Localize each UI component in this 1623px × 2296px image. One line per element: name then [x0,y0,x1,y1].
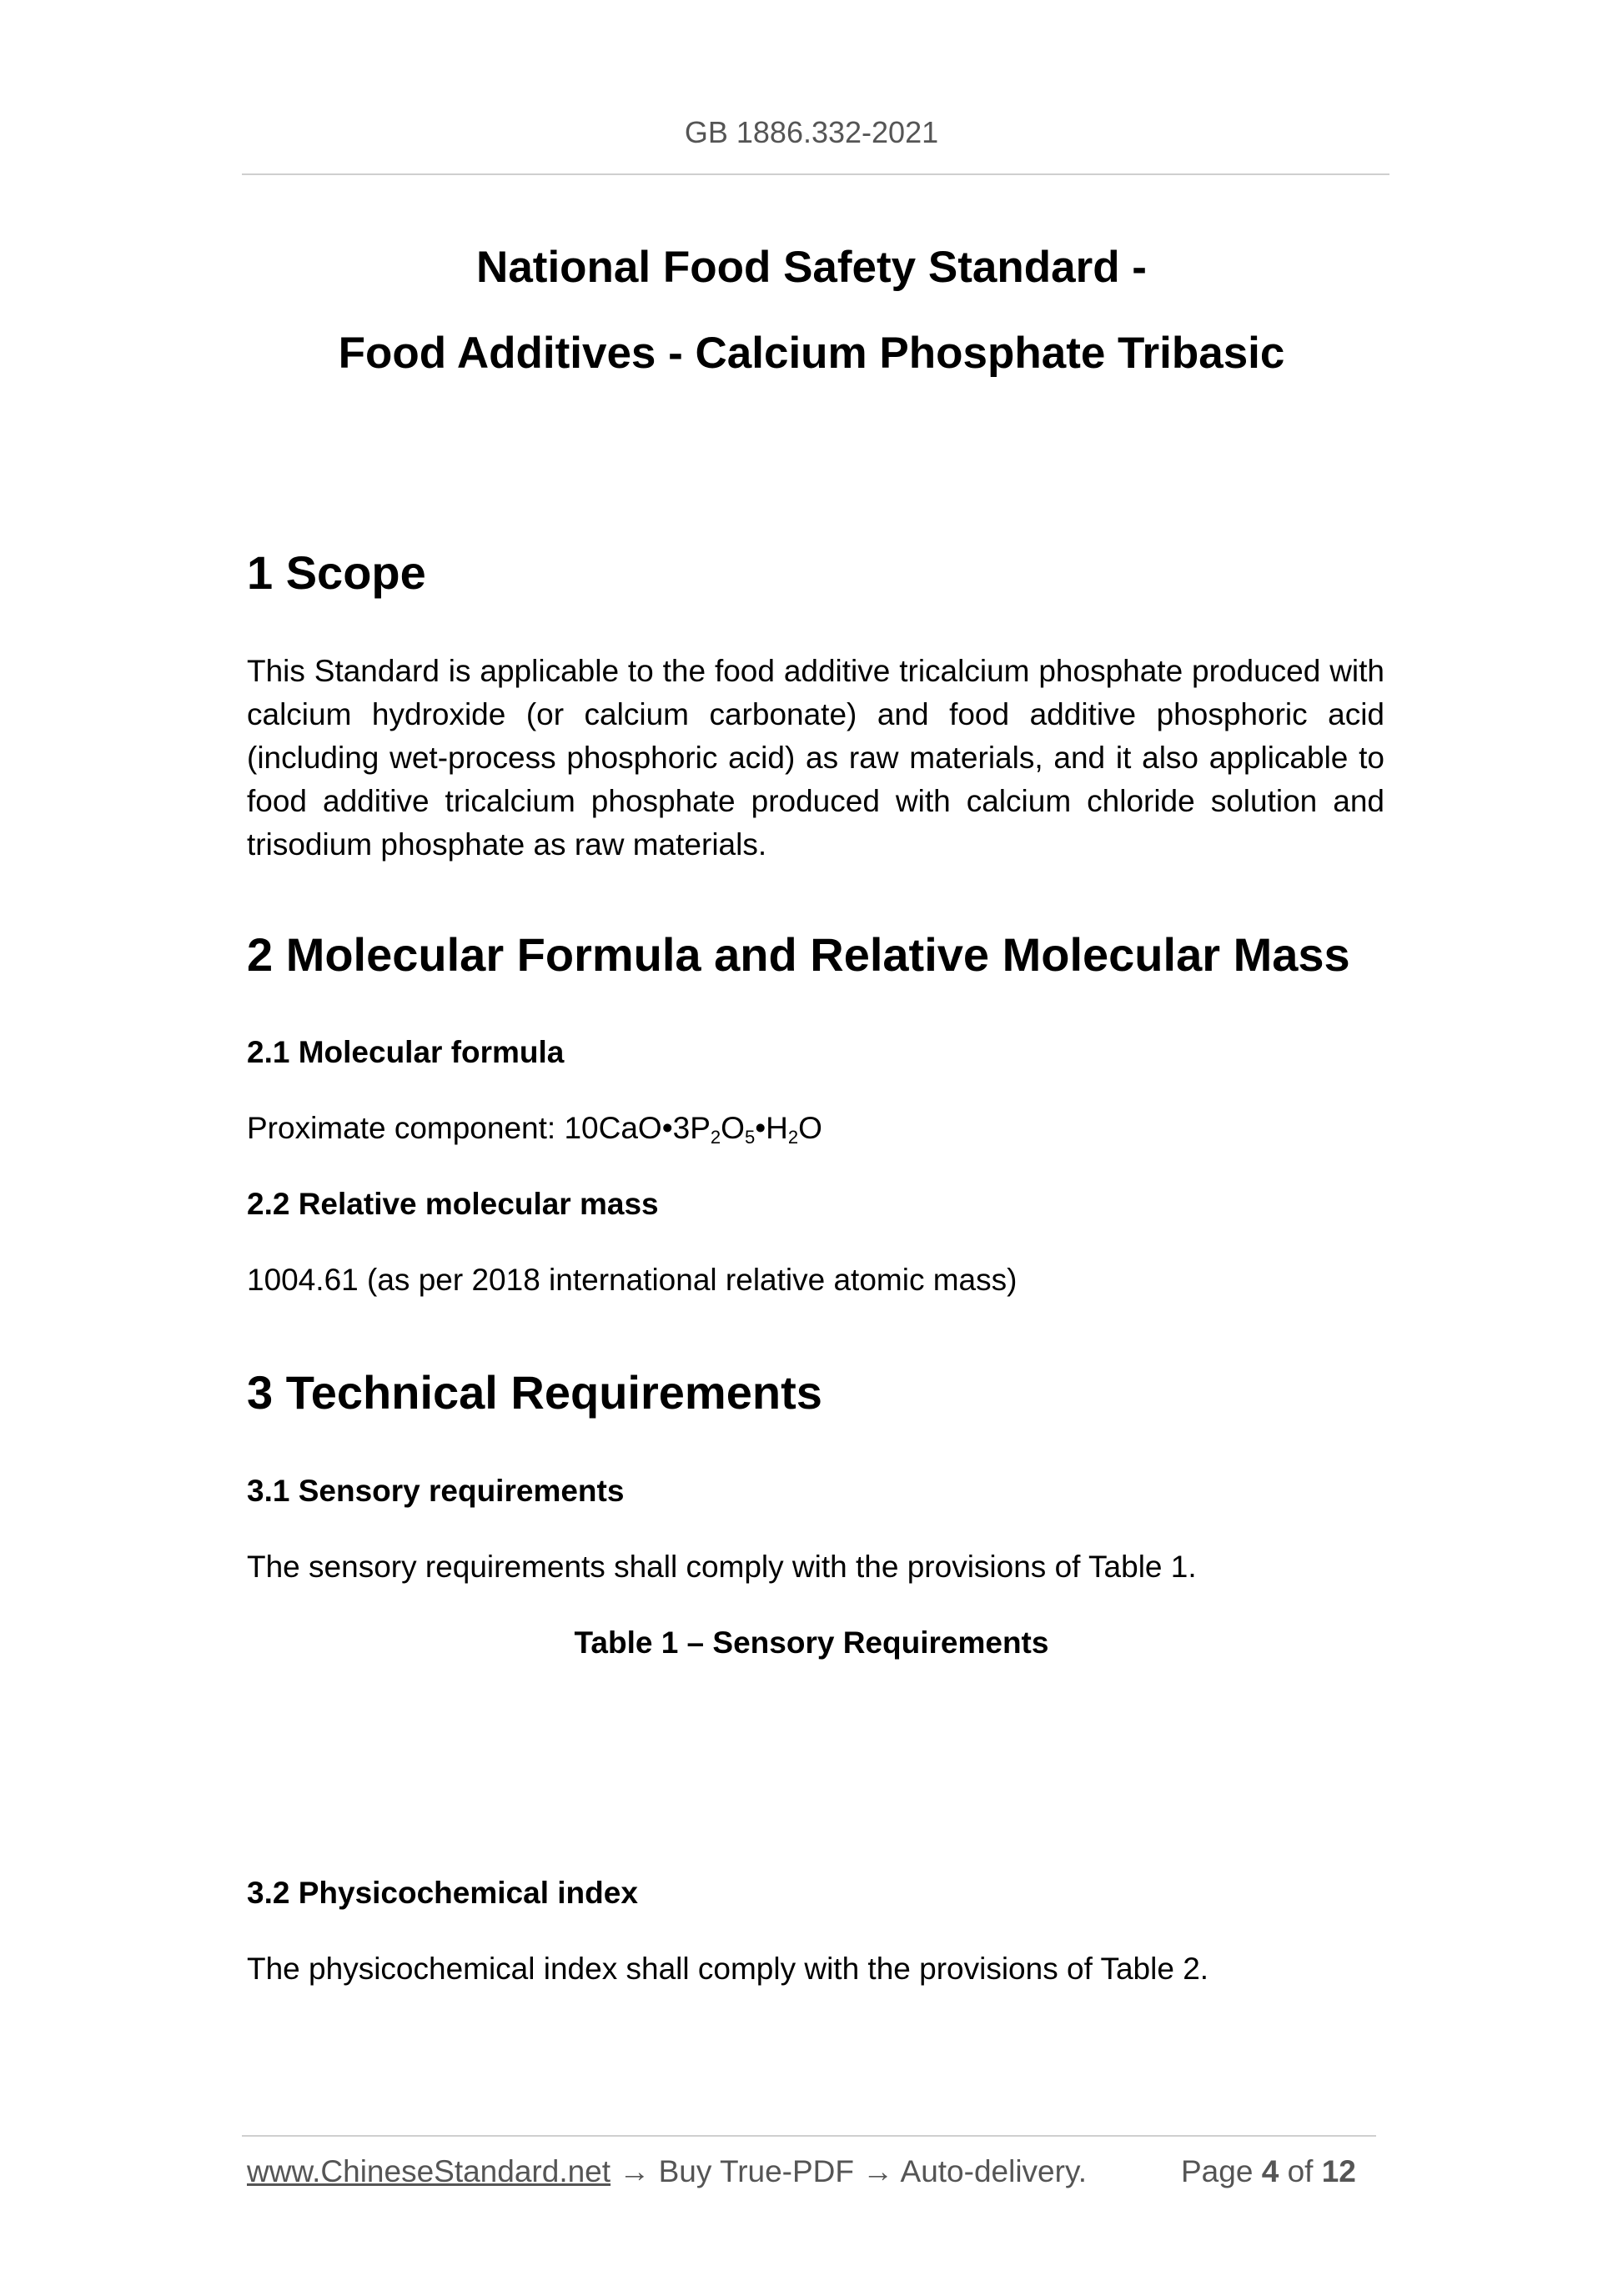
footer-promo [247,2154,1087,2189]
section-1-heading: 1 Scope [247,546,426,599]
section-3-heading: 3 Technical Requirements [247,1366,822,1419]
section-3-1-heading: 3.1 Sensory requirements [247,1474,625,1508]
footer-divider [242,2135,1376,2137]
website-link[interactable]: www.ChineseStandard.net [247,2154,611,2188]
section-3-1-text: The sensory requirements shall comply with the provisions of Table 1. [247,1550,1197,1584]
section-2-heading: 2 Molecular Formula and Relative Molecular Mass [247,928,1350,981]
header-divider [242,173,1389,175]
section-2-2-heading: 2.2 Relative molecular mass [247,1187,659,1221]
promo-text: → Buy True-PDF → Auto-delivery. [611,2154,1087,2188]
formula-subscript: 5 [744,1127,756,1148]
relative-molecular-mass: 1004.61 (as per 2018 international relative atomic mass) [247,1263,1018,1297]
formula-text: O [798,1111,822,1145]
title-line-2: Food Additives - Calcium Phosphate Tribasic [338,329,1285,378]
section-2-1-heading: 2.1 Molecular formula [247,1035,565,1069]
formula-subscript: 2 [787,1127,799,1148]
section-3-2-heading: 3.2 Physicochemical index [247,1876,638,1910]
section-3-2-text: The physicochemical index shall comply with the provisions of Table 2. [247,1952,1209,1986]
document-id-header: GB 1886.332-2021 [684,115,939,149]
of-word: of [1287,2154,1314,2188]
molecular-formula [247,1111,822,1146]
page-word: Page [1181,2154,1254,2188]
formula-text: •H [755,1111,788,1145]
total-pages-number: 12 [1321,2154,1356,2188]
current-page-number: 4 [1261,2154,1279,2188]
formula-text: O [721,1111,745,1145]
formula-text: Proximate component: 10CaO•3P [247,1111,711,1145]
table-1-caption: Table 1 – Sensory Requirements [574,1625,1049,1660]
title-line-1: National Food Safety Standard - [476,243,1147,292]
section-1-body: This Standard is applicable to the food additive tricalcium phosphate produced with calcium hydroxide (or calcium carbonate) and food additive phosphoric acid (including wet-process phosphoric acid) as raw materials, and it also applicable to food additive tricalcium phosphate produced with calcium chloride solution and trisodium phosphate as raw materials. [247,654,1384,862]
page-indicator [1181,2154,1356,2189]
formula-subscript: 2 [710,1127,721,1148]
